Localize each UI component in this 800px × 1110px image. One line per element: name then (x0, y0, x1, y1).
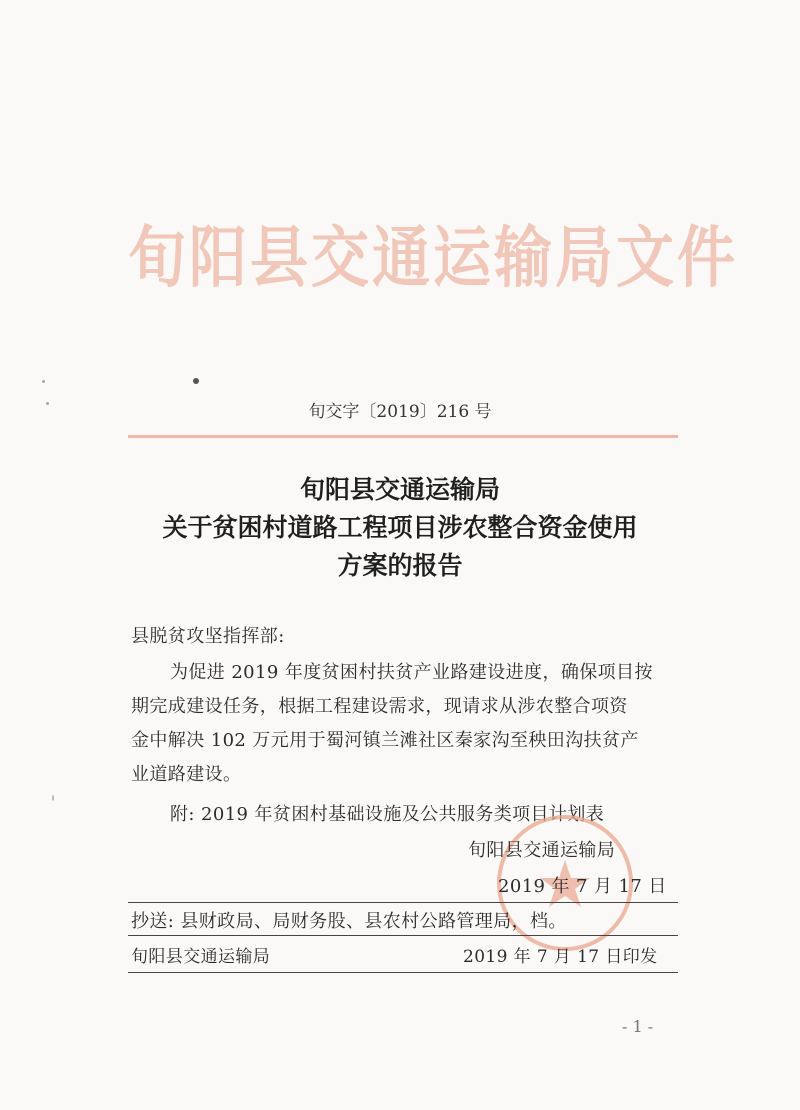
document-number: 旬交字〔2019〕216 号 (308, 402, 492, 422)
signature-date: 2019 年 7 月 17 日 (498, 876, 667, 897)
scan-speck (46, 402, 49, 405)
red-divider-line (128, 435, 678, 438)
attachment-note: 附: 2019 年贫困村基础设施及公共服务类项目计划表 (170, 804, 605, 825)
scan-speck (42, 380, 45, 383)
footer-issue-date: 2019 年 7 月 17 日印发 (463, 947, 658, 967)
footer-bottom-rule (128, 972, 678, 973)
body-line-1: 为促进 2019 年度贫困村扶贫产业路建设进度，确保项目按 (170, 662, 653, 683)
cc-line: 抄送: 县财政局、局财务股、县农村公路管理局，档。 (131, 911, 567, 932)
body-line-4: 业道路建设。 (131, 764, 242, 785)
footer-issuer: 旬阳县交通运输局 (131, 947, 271, 967)
title-line-2: 关于贫困村道路工程项目涉农整合资金使用 (162, 513, 638, 542)
signature-org: 旬阳县交通运输局 (468, 840, 616, 861)
document-masthead: 旬阳县交通运输局文件 (128, 218, 739, 297)
title-line-1: 旬阳县交通运输局 (299, 475, 500, 504)
page-number: - 1 - (622, 1017, 654, 1036)
cc-top-rule (128, 902, 678, 903)
body-line-2: 期完成建设任务，根据工程建设需求，现请求从涉农整合项资 (131, 696, 628, 717)
cc-bottom-rule (128, 935, 678, 936)
recipient: 县脱贫攻坚指挥部: (131, 626, 285, 647)
scan-speck (193, 378, 199, 384)
scan-speck (52, 795, 54, 801)
body-line-3: 金中解决 102 万元用于蜀河镇兰滩社区秦家沟至秧田沟扶贫产 (131, 730, 639, 751)
title-line-3: 方案的报告 (337, 551, 463, 580)
